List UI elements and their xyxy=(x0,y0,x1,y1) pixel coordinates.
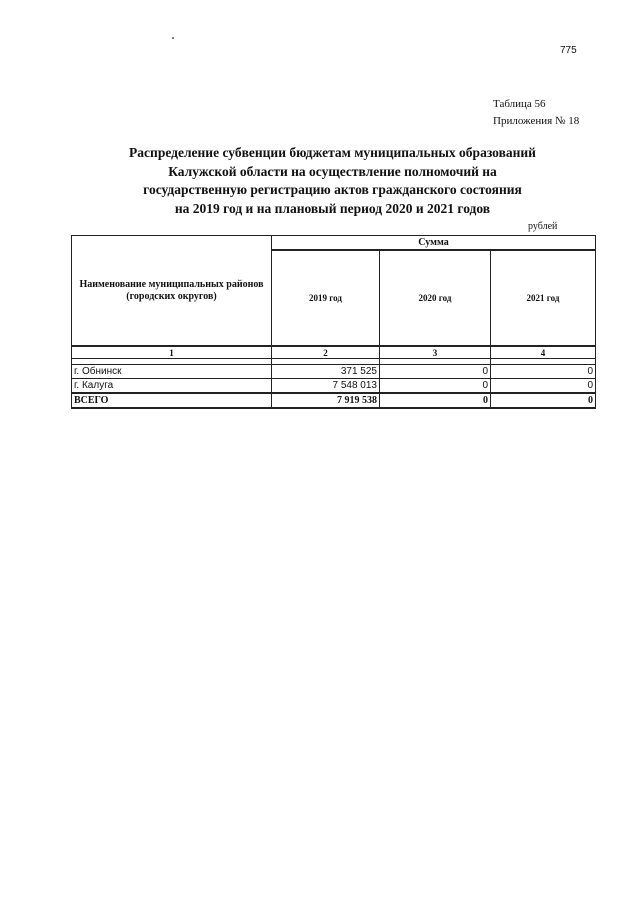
title-line-3: государственную регистрацию актов гражданского состояния xyxy=(143,182,522,197)
subvention-table xyxy=(71,235,596,409)
column-number-3: 3 xyxy=(380,346,491,359)
total-value-2020: 0 xyxy=(380,393,491,408)
table-reference xyxy=(493,96,579,130)
table-row xyxy=(72,365,596,379)
title-line-2: Калужской области на осуществление полномочий на xyxy=(168,163,497,179)
row-name: г. Калуга xyxy=(72,379,272,394)
row-value-2020: 0 xyxy=(380,365,491,379)
table-reference-line-1: Таблица 56 xyxy=(493,98,546,110)
total-value-2019: 7 919 538 xyxy=(272,393,380,408)
title-line-4: на 2019 год и на плановый период 2020 и 2021 годов xyxy=(174,200,491,216)
column-number-1: 1 xyxy=(72,346,272,359)
units-label: рублей xyxy=(528,221,558,232)
row-value-2020: 0 xyxy=(380,379,491,394)
scan-speck xyxy=(172,37,174,39)
row-name: г. Обнинск xyxy=(72,365,272,379)
header-year-2020: 2020 год xyxy=(380,250,491,346)
column-number-4: 4 xyxy=(491,346,596,359)
column-number-row xyxy=(72,346,596,359)
row-value-2021: 0 xyxy=(491,365,596,379)
row-value-2021: 0 xyxy=(491,379,596,394)
title-line-1: Распределение субвенции бюджетам муниципальных образований xyxy=(129,145,536,160)
total-row xyxy=(72,393,596,408)
header-municipality-name: Наименование муниципальных районов (городских округов) xyxy=(72,236,272,347)
total-label: ВСЕГО xyxy=(72,393,272,408)
table-row xyxy=(72,379,596,394)
header-sum: Сумма xyxy=(272,236,596,251)
header-year-2021: 2021 год xyxy=(491,250,596,346)
total-value-2021: 0 xyxy=(491,393,596,408)
column-number-2: 2 xyxy=(272,346,380,359)
table-reference-line-2: Приложения № 18 xyxy=(493,115,580,127)
row-value-2019: 371 525 xyxy=(272,365,380,379)
row-value-2019: 7 548 013 xyxy=(272,379,380,394)
header-year-2019: 2019 год xyxy=(272,250,380,346)
document-title xyxy=(80,144,585,218)
page-number: 775 xyxy=(560,45,577,56)
